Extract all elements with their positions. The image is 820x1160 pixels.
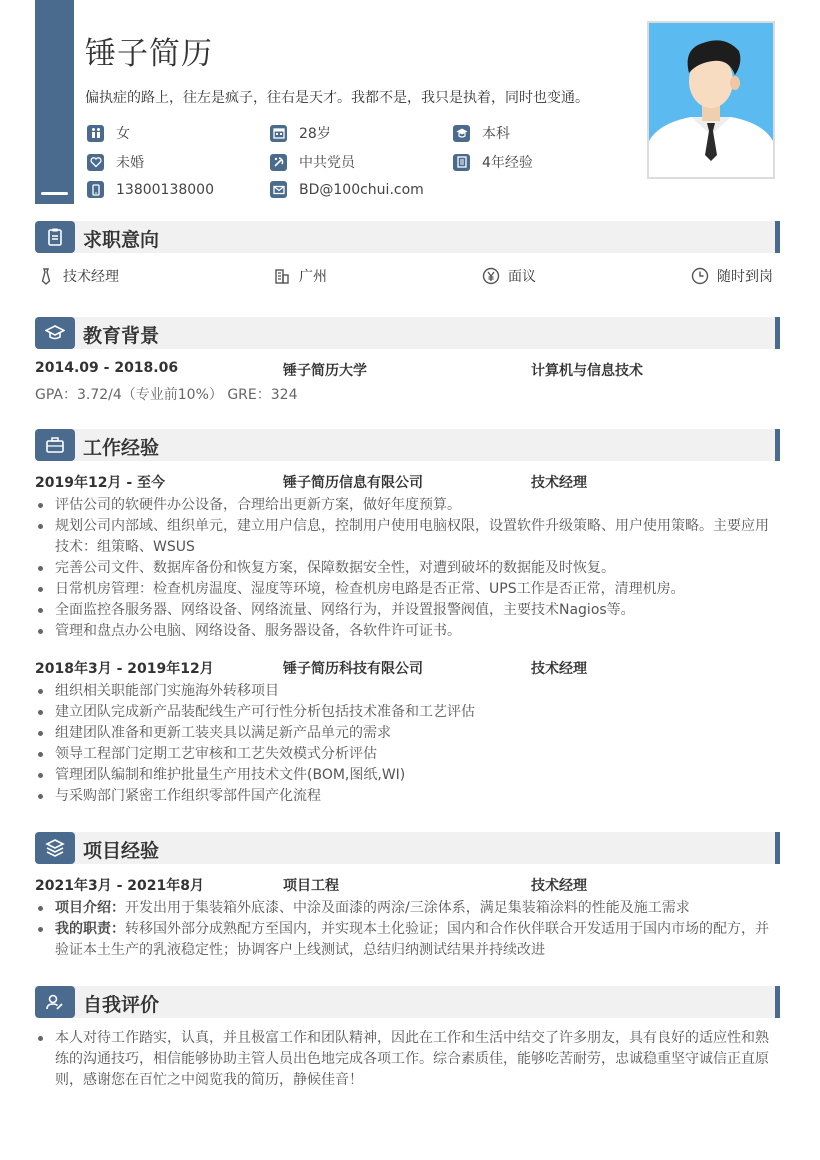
- section-right-bar: [775, 429, 780, 461]
- list-item: 与采购部门紧密工作组织零部件国产化流程: [35, 786, 775, 807]
- info-degree: 本科: [453, 123, 510, 143]
- list-item: 领导工程部门定期工艺审核和工艺失效模式分析评估: [35, 744, 775, 765]
- tie-icon: [37, 267, 55, 285]
- info-phone: 13800138000: [87, 181, 214, 198]
- resume-motto: 偏执症的路上，往左是疯子，往右是天才。我都不是，我只是执着，同时也变通。: [85, 90, 589, 106]
- project-period: 2021年3月 - 2021年8月: [35, 878, 204, 894]
- intent-position: 技术经理: [37, 266, 119, 286]
- building-icon: [273, 267, 291, 285]
- phone-icon: [87, 181, 104, 198]
- section-self: [35, 986, 780, 1018]
- list-item: 全面监控各服务器、网络设备、网络流量、网络行为，并设置报警阀值，主要技术Nagios等。: [35, 600, 775, 621]
- section-intent: [35, 221, 780, 253]
- list-item: 管理和盘点办公电脑、网络设备、服务器设备，各软件许可证书。: [35, 621, 775, 642]
- info-experience: 4年经验: [453, 152, 533, 172]
- intent-availability: 随时到岗: [691, 266, 773, 286]
- section-title: 自我评价: [83, 994, 160, 1016]
- self-eval-list: [35, 1028, 775, 1091]
- section-title: 项目经验: [83, 840, 160, 862]
- resume-name: 锤子简历: [85, 36, 213, 72]
- list-item: 规划公司内部域、组织单元，建立用户信息，控制用户使用电脑权限，设置软件升级策略、用户使用策略。主要应用技术：组策略、WSUS: [35, 516, 775, 558]
- section-title: 教育背景: [83, 325, 160, 347]
- info-politics: 中共党员: [270, 152, 355, 172]
- gender-icon: [87, 125, 104, 142]
- section-education: [35, 317, 780, 349]
- list-item: [35, 898, 775, 919]
- section-title: 工作经验: [83, 437, 160, 459]
- work-period: 2019年12月 - 至今: [35, 475, 166, 491]
- clock-icon: [691, 267, 709, 285]
- project-duty-label: 我的职责：: [55, 921, 125, 937]
- graduation-cap-icon: [35, 317, 75, 349]
- list-item: 日常机房管理：检查机房温度、湿度等环境，检查机房电路是否正常、UPS工作是否正常，清理机房。: [35, 579, 775, 600]
- work-list-2: [35, 681, 775, 807]
- list-item: 完善公司文件、数据库备份和恢复方案，保障数据安全性，对遭到破坏的数据能及时恢复。: [35, 558, 775, 579]
- section-right-bar: [775, 317, 780, 349]
- work-company: 锤子简历信息有限公司: [283, 475, 423, 491]
- work-period: 2018年3月 - 2019年12月: [35, 661, 214, 677]
- profile-photo: [647, 21, 775, 179]
- list-item: 组织相关职能部门实施海外转移项目: [35, 681, 775, 702]
- calendar-icon: [270, 125, 287, 142]
- work-role: 技术经理: [531, 661, 587, 677]
- party-emblem-icon: [270, 154, 287, 171]
- education-school: 锤子简历大学: [283, 363, 367, 379]
- list-item: [35, 919, 775, 961]
- accent-tick: [41, 192, 68, 195]
- list-item: 建立团队完成新产品装配线生产可行性分析包括技术准备和工艺评估: [35, 702, 775, 723]
- heart-icon: [87, 154, 104, 171]
- work-company: 锤子简历科技有限公司: [283, 661, 423, 677]
- info-age: 28岁: [270, 123, 331, 143]
- education-major: 计算机与信息技术: [531, 363, 643, 379]
- briefcase-icon: [35, 429, 75, 461]
- header-accent-bar: [35, 0, 74, 204]
- yen-icon: [482, 267, 500, 285]
- list-item: 组建团队准备和更新工装夹具以满足新产品单元的需求: [35, 723, 775, 744]
- intent-city: 广州: [273, 266, 327, 286]
- section-right-bar: [775, 986, 780, 1018]
- project-intro: 开发出用于集装箱外底漆、中涂及面漆的两涂/三涂体系，满足集装箱涂料的性能及施工需求: [125, 900, 690, 916]
- user-edit-icon: [35, 986, 75, 1018]
- section-right-bar: [775, 832, 780, 864]
- education-detail: GPA：3.72/4（专业前10%） GRE：324: [35, 387, 298, 403]
- list-item: 本人对待工作踏实，认真，并且极富工作和团队精神，因此在工作和生活中结交了许多朋友，具有良好的适应性和熟练的沟通技巧，相信能够协助主管人员出色地完成各项工作。综合素质佳，能够吃苦耐劳，忠诚稳重坚守诚信正直原则，感谢您在百忙之中阅览我的简历，静候佳音！: [35, 1028, 775, 1091]
- project-intro-label: 项目介绍：: [55, 900, 125, 916]
- intent-salary: 面议: [482, 266, 536, 286]
- work-role: 技术经理: [531, 475, 587, 491]
- info-gender: 女: [87, 123, 130, 143]
- graduation-cap-icon: [453, 125, 470, 142]
- list-item: 管理团队编制和维护批量生产用技术文件(BOM,图纸,WI): [35, 765, 775, 786]
- work-list-1: [35, 495, 775, 642]
- project-name: 项目工程: [283, 878, 339, 894]
- section-work: [35, 429, 780, 461]
- list-item: 评估公司的软硬件办公设备，合理给出更新方案，做好年度预算。: [35, 495, 775, 516]
- layers-icon: [35, 832, 75, 864]
- info-email: BD@100chui.com: [270, 181, 424, 198]
- mail-icon: [270, 181, 287, 198]
- section-right-bar: [775, 221, 780, 253]
- clipboard-icon: [35, 221, 75, 253]
- info-marital: 未婚: [87, 152, 144, 172]
- project-duty: 转移国外部分成熟配方至国内，并实现本土化验证；国内和合作伙伴联合开发适用于国内市场的配方，并验证本土生产的乳液稳定性；协调客户上线测试，总结归纳测试结果并持续改进: [55, 921, 769, 958]
- section-title: 求职意向: [83, 229, 160, 251]
- document-icon: [453, 154, 470, 171]
- project-role: 技术经理: [531, 878, 587, 894]
- project-list: [35, 898, 775, 961]
- section-project: [35, 832, 780, 864]
- education-period: 2014.09 - 2018.06: [35, 360, 179, 376]
